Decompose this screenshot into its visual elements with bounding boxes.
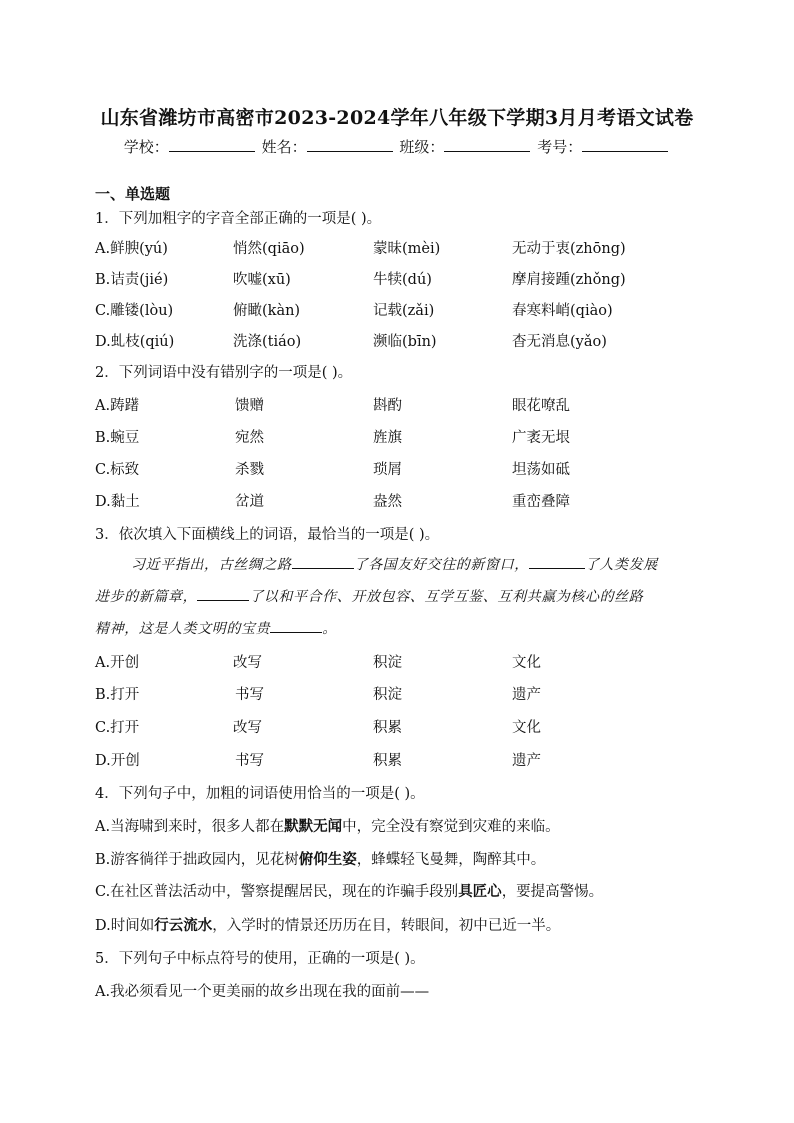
q1-option-b-4: 摩肩接踵(zhǒng) bbox=[512, 272, 626, 288]
q4-option-text: C.在社区普法活动中，警察提醒居民，现在的诈骗手段别 bbox=[95, 884, 459, 900]
q3-passage-part: 了各国友好交往的新窗口， bbox=[353, 557, 529, 573]
q1-option-a-1: A.鲜腴(yú) bbox=[95, 241, 168, 257]
q3-option-b-4: 遗产 bbox=[512, 687, 541, 703]
exam-no-blank[interactable] bbox=[582, 137, 668, 152]
q4-bold-term: 默默无闻 bbox=[284, 818, 343, 835]
q1-option-d-2: 洗涤(tiáo) bbox=[233, 334, 302, 350]
question-3-stem: 3．依次填入下面横线上的词语，最恰当的一项是( )。 bbox=[95, 527, 440, 543]
q1-option-c-1: C.雕镂(lòu) bbox=[95, 303, 174, 319]
fill-blank-3 bbox=[197, 588, 249, 601]
q1-option-a-4: 无动于衷(zhōng) bbox=[512, 241, 626, 257]
q3-option-c-3: 积累 bbox=[373, 720, 402, 736]
q4-option-text: ，蜂蝶轻飞曼舞，陶醉其中。 bbox=[356, 852, 546, 868]
question-2-stem: 2．下列词语中没有错别字的一项是( )。 bbox=[95, 365, 353, 381]
q3-option-b-2: 书写 bbox=[235, 687, 264, 703]
q2-option-c-2: 杀戮 bbox=[235, 462, 264, 478]
q4-option-a bbox=[95, 815, 560, 836]
exam-no-label: 考号： bbox=[537, 138, 583, 156]
q1-option-c-2: 俯瞰(kàn) bbox=[233, 303, 301, 319]
q3-option-a-3: 积淀 bbox=[373, 655, 402, 671]
q2-option-b-3: 旌旗 bbox=[373, 430, 402, 446]
question-1-stem: 1．下列加粗字的字音全部正确的一项是( )。 bbox=[95, 211, 382, 227]
q3-option-d-2: 书写 bbox=[235, 753, 264, 769]
q4-option-text: A.当海啸到来时，很多人都在 bbox=[95, 819, 285, 835]
name-blank[interactable] bbox=[307, 137, 393, 152]
q4-bold-term: 行云流水 bbox=[154, 917, 213, 934]
question-4-stem: 4．下列句子中，加粗的词语使用恰当的一项是( )。 bbox=[95, 786, 425, 802]
q2-option-a-3: 斟酌 bbox=[373, 398, 402, 414]
fill-blank-1 bbox=[292, 556, 354, 569]
q2-option-b-4: 广袤无垠 bbox=[512, 430, 570, 446]
section-heading: 一、单选题 bbox=[95, 185, 171, 203]
q3-option-d-3: 积累 bbox=[373, 753, 402, 769]
q1-option-d-4: 杳无消息(yǎo) bbox=[512, 334, 607, 350]
q4-option-d bbox=[95, 914, 560, 935]
q4-option-text: ，要提高警惕。 bbox=[501, 884, 604, 900]
fill-blank-4 bbox=[270, 620, 322, 633]
q1-option-b-3: 牛犊(dú) bbox=[373, 272, 432, 288]
q1-option-b-1: B.诘责(jié) bbox=[95, 272, 169, 288]
school-label: 学校： bbox=[123, 138, 169, 156]
q2-option-d-4: 重峦叠障 bbox=[512, 494, 570, 510]
q3-option-c-4: 文化 bbox=[512, 720, 541, 736]
q3-passage-part: 了人类发展 bbox=[584, 557, 658, 573]
q3-option-d-1: D.开创 bbox=[95, 753, 140, 769]
student-info-line bbox=[0, 136, 794, 157]
q3-option-b-3: 积淀 bbox=[373, 687, 402, 703]
name-label: 姓名： bbox=[261, 138, 307, 156]
q3-option-c-1: C.打开 bbox=[95, 720, 140, 736]
q2-option-d-3: 盎然 bbox=[373, 494, 402, 510]
exam-title: 山东省潍坊市高密市2023-2024学年八年级下学期3月月考语文试卷 bbox=[100, 107, 694, 129]
q4-option-text: 中，完全没有察觉到灾难的来临。 bbox=[342, 819, 560, 835]
q4-option-text: B.游客徜徉于拙政园内，见花树 bbox=[95, 852, 299, 868]
q1-option-d-3: 濒临(bīn) bbox=[373, 334, 437, 350]
q4-option-text: D.时间如 bbox=[95, 918, 155, 934]
fill-blank-2 bbox=[529, 556, 585, 569]
q4-option-c bbox=[95, 880, 603, 901]
q2-option-c-1: C.标致 bbox=[95, 462, 140, 478]
q4-bold-term: 俯仰生姿 bbox=[298, 851, 357, 868]
q3-option-d-4: 遗产 bbox=[512, 753, 541, 769]
q5-option-a: A.我必须看见一个更美丽的故乡出现在我的面前—— bbox=[95, 984, 430, 1000]
q4-option-b bbox=[95, 848, 545, 869]
q2-option-a-1: A.踌躇 bbox=[95, 398, 140, 414]
school-blank[interactable] bbox=[169, 137, 255, 152]
q3-option-a-4: 文化 bbox=[512, 655, 541, 671]
q3-passage bbox=[95, 549, 700, 645]
q2-option-a-2: 馈赠 bbox=[235, 398, 264, 414]
q3-passage-part: 了以和平合作、开放包容、互学互鉴、互利共赢为核心的丝路 bbox=[249, 589, 644, 605]
class-label: 班级： bbox=[399, 138, 445, 156]
q2-option-c-3: 琐屑 bbox=[373, 462, 402, 478]
q1-option-c-3: 记载(zǎi) bbox=[373, 303, 435, 319]
q1-option-b-2: 吹嘘(xū) bbox=[233, 272, 291, 288]
question-5-stem: 5．下列句子中标点符号的使用，正确的一项是( )。 bbox=[95, 951, 425, 967]
q4-option-text: ，入学时的情景还历历在目，转眼间，初中已近一半。 bbox=[212, 918, 561, 934]
q1-option-c-4: 春寒料峭(qiào) bbox=[512, 303, 613, 319]
q1-option-d-1: D.虬枝(qiú) bbox=[95, 334, 175, 350]
q3-option-a-2: 改写 bbox=[233, 655, 262, 671]
q2-option-a-4: 眼花嘹乱 bbox=[512, 398, 570, 414]
q2-option-d-1: D.黏土 bbox=[95, 494, 140, 510]
q3-passage-part: 。 bbox=[322, 621, 337, 637]
q3-passage-part: 精神，这是人类文明的宝贵 bbox=[95, 621, 271, 637]
q3-option-a-1: A.开创 bbox=[95, 655, 140, 671]
q1-option-a-3: 蒙昧(mèi) bbox=[373, 241, 441, 257]
q2-option-d-2: 岔道 bbox=[235, 494, 264, 510]
q1-option-a-2: 悄然(qiāo) bbox=[233, 241, 305, 257]
q3-passage-part: 进步的新篇章， bbox=[95, 589, 198, 605]
q3-option-b-1: B.打开 bbox=[95, 687, 140, 703]
q3-passage-part: 习近平指出，古丝绸之路 bbox=[131, 557, 292, 573]
q2-option-c-4: 坦荡如砥 bbox=[512, 462, 570, 478]
q3-option-c-2: 改写 bbox=[233, 720, 262, 736]
q4-bold-term: 具匠心 bbox=[458, 883, 502, 900]
class-blank[interactable] bbox=[444, 137, 530, 152]
q2-option-b-2: 宛然 bbox=[235, 430, 264, 446]
q2-option-b-1: B.蜿豆 bbox=[95, 430, 140, 446]
